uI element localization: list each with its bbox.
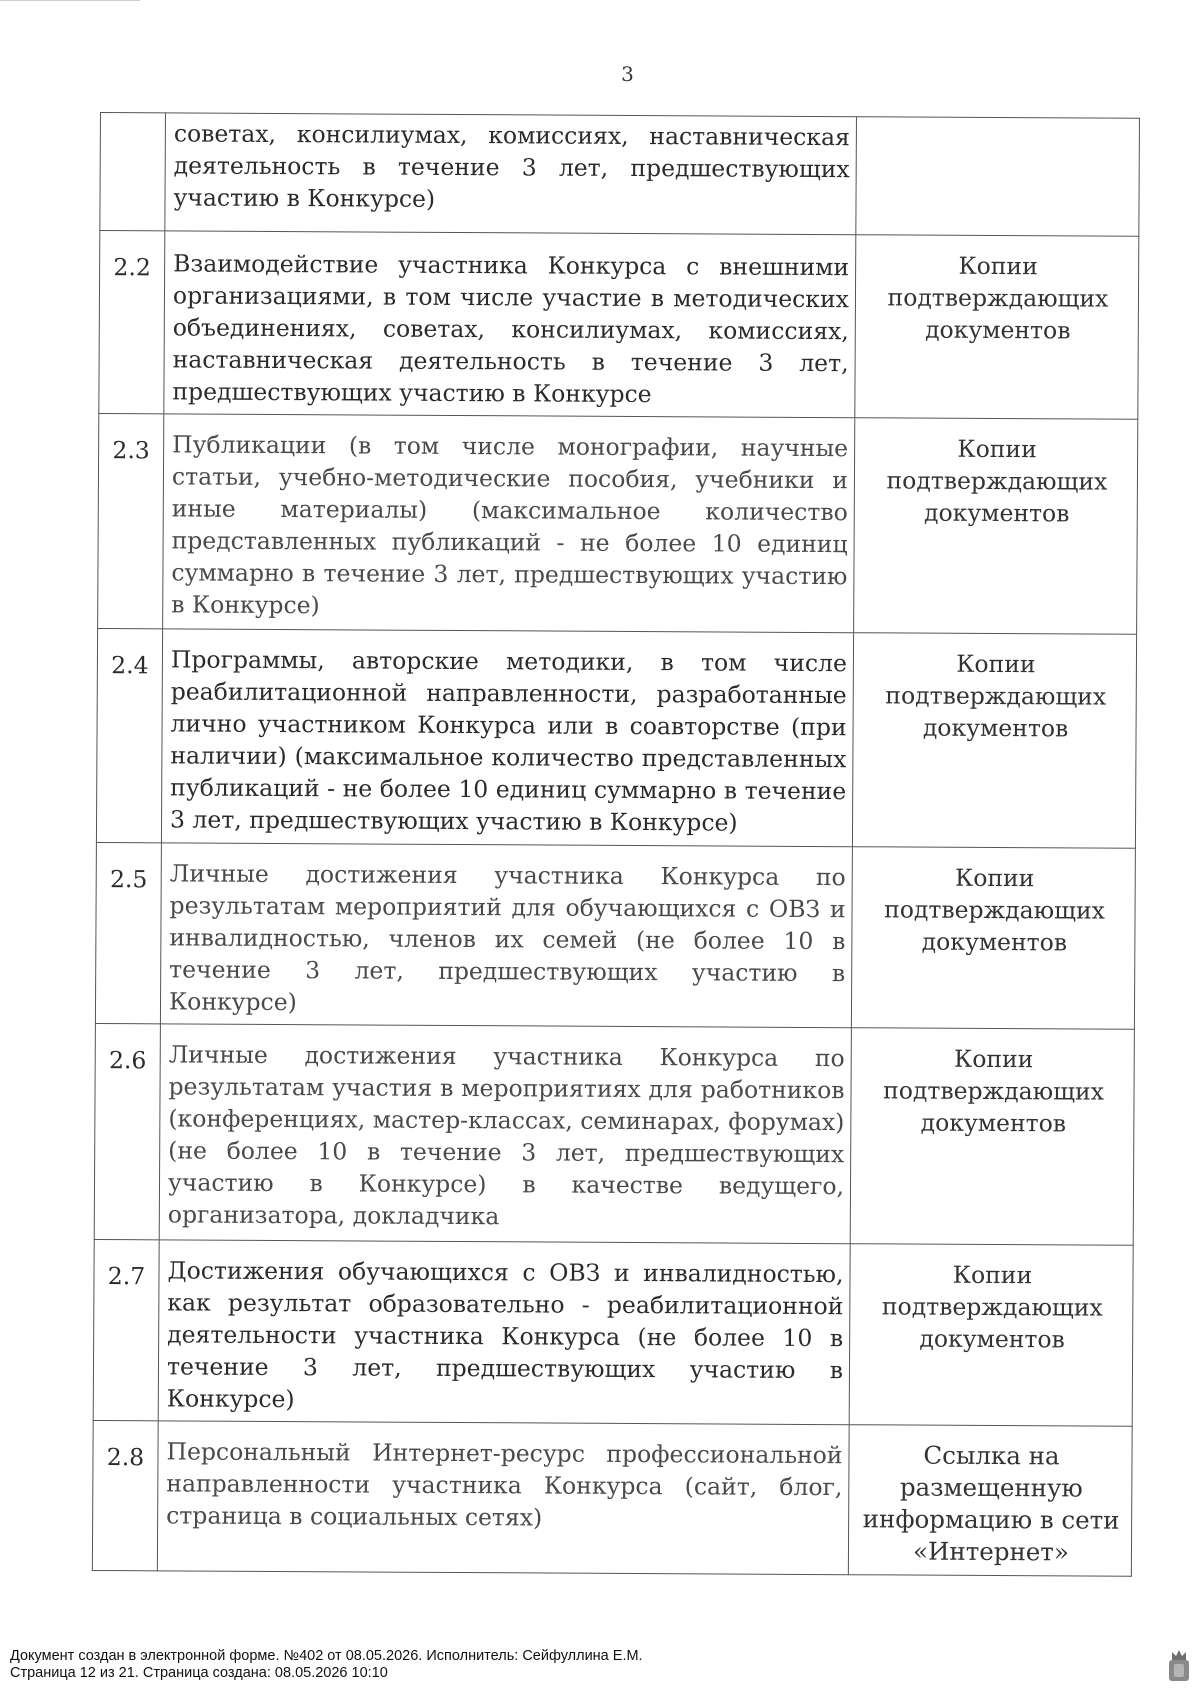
table-row (92, 1420, 1132, 1576)
row-number: 2.3 (98, 413, 164, 628)
row-number: 2.6 (94, 1023, 160, 1239)
row-documents: Копии подтверждающих документов (849, 1244, 1133, 1427)
row-documents: Копии подтверждающих документов (850, 1028, 1134, 1246)
row-description: Достижения обучающихся с ОВЗ и инвалидностью, как результат образовательно - реабилитационной деятельности участника Конкурса (не более 10 в течение 3 лет, предшествующих участию в Конкурсе) (158, 1240, 850, 1425)
row-number: 2.2 (99, 231, 165, 414)
row-number (100, 113, 166, 231)
row-number: 2.8 (92, 1420, 158, 1570)
row-description: Взаимодействие участника Конкурса с внешними организациями, в том числе участие в методических объединениях, советах, консилиумах, комиссиях, наставническая деятельность в течение 3 лет, предшествующих участию в Конкурсе (164, 231, 856, 418)
criteria-table (92, 112, 1140, 1577)
row-description: Программы, авторские методики, в том числе реабилитационной направленности, разработанные лично участником Конкурса или в соавторстве (при наличии) (максимальное количество представленных публикаций - не более 10 единиц суммарно в течение 3 лет, предшествующих участию в Конкурсе) (161, 629, 853, 847)
row-description: Личные достижения участника Конкурса по результатам участия в мероприятиях для работников (конференциях, мастер-классах, семинарах, форумах) (не более 10 в течение 3 лет, предшествующих участию в Конкурсе) в качестве ведущего, организатора, докладчика (159, 1024, 851, 1244)
criteria-table-wrapper (92, 112, 1140, 1577)
row-documents: Копии подтверждающих документов (855, 235, 1139, 420)
row-description: советах, консилиумах, комиссиях, наставническая деятельность в течение 3 лет, предшествующих участию в Конкурсе) (165, 113, 857, 235)
table-row (98, 413, 1138, 634)
page-number: 3 (621, 62, 634, 86)
coat-of-arms-icon (1168, 1648, 1190, 1682)
row-number: 2.5 (95, 842, 161, 1023)
row-documents: Копии подтверждающих документов (852, 633, 1136, 849)
row-documents: Копии подтверждающих документов (854, 418, 1138, 635)
row-number: 2.7 (93, 1239, 159, 1420)
row-documents (856, 117, 1140, 237)
row-description: Публикации (в том числе монографии, научные статьи, учебно-методические пособия, учебники и иные материалы) (максимальное количество представленных публикаций - не более 10 единиц суммарно в течение 3 лет, предшествующих участию в Конкурсе) (163, 414, 855, 633)
footer-line-page-info: Страница 12 из 21. Страница создана: 08.05.2026 10:10 (10, 1665, 388, 1681)
row-documents: Ссылка на размещенную информацию в сети «Интернет» (848, 1425, 1132, 1577)
table-row (100, 113, 1140, 237)
table-row (96, 628, 1136, 848)
scan-edge-line (0, 0, 140, 1)
row-number: 2.4 (96, 628, 162, 842)
row-description: Персональный Интернет-ресурс профессиональной направленности участника Конкурса (сайт, блог, страница в социальных сетях) (157, 1421, 849, 1575)
footer-line-document-info: Документ создан в электронной форме. №402 от 08.05.2026. Исполнитель: Сейфуллина Е.М. (10, 1648, 643, 1664)
row-documents: Копии подтверждающих документов (851, 847, 1135, 1030)
table-row (94, 1023, 1134, 1245)
document-footer (10, 1648, 643, 1682)
table-row (93, 1239, 1133, 1426)
criteria-table-body (92, 113, 1139, 1577)
row-description: Личные достижения участника Конкурса по результатам мероприятий для обучающихся с ОВЗ и инвалидностью, членов их семей (не более 10 в течение 3 лет, предшествующих участию в Конкурсе) (160, 843, 852, 1028)
table-row (95, 842, 1135, 1029)
table-row (99, 231, 1139, 420)
